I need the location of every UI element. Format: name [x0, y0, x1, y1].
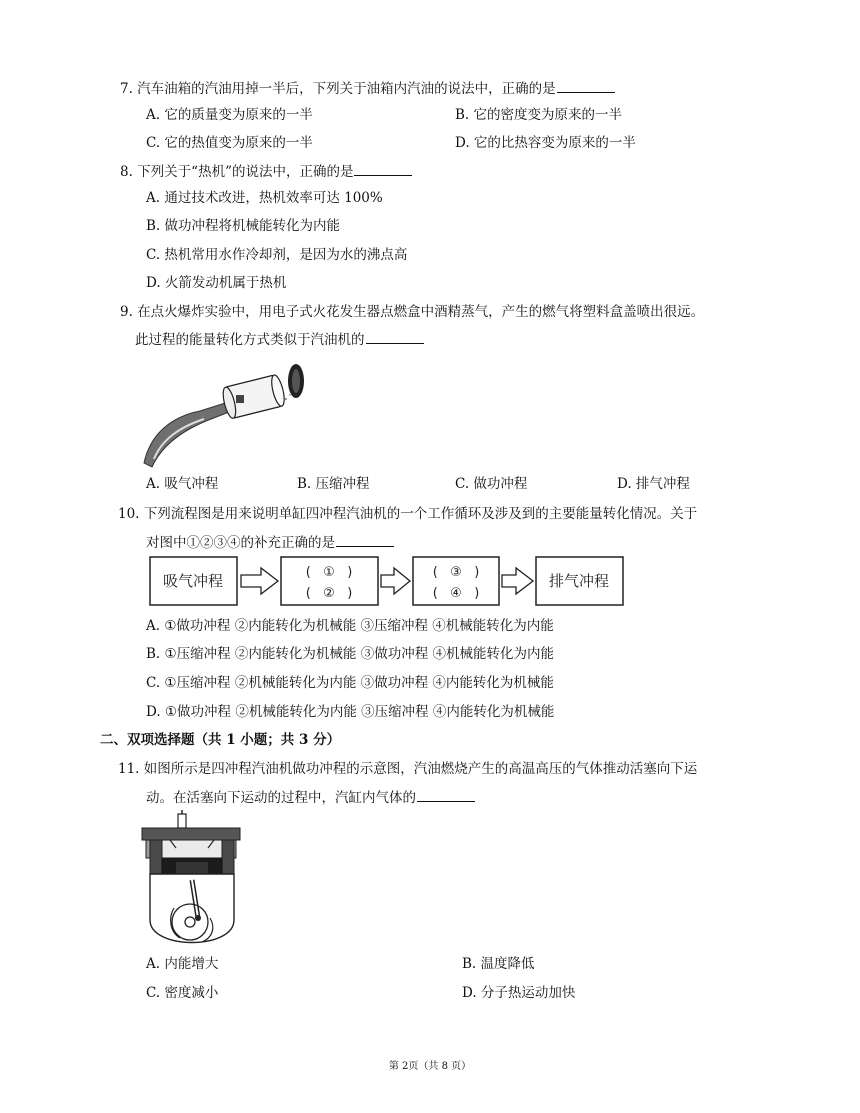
answer-blank [557, 79, 615, 93]
q7-option-b: B. 它的密度变为原来的一半 [455, 107, 623, 123]
section-heading: 二、双项选择题（共 1 小题；共 3 分） [100, 732, 341, 748]
q9-option-a: A. 吸气冲程 [146, 476, 219, 492]
q10-option-c: C. ①压缩冲程 ②机械能转化为内能 ③做功冲程 ④内能转化为机械能 [146, 675, 554, 691]
q11-stem-line2: 动。在活塞向下运动的过程中，汽缸内气体的 [146, 788, 475, 807]
q8-option-b: B. 做功冲程将机械能转化为内能 [146, 218, 341, 234]
flow-circle-4: ( ④ ) [432, 586, 480, 601]
q7-option-a: A. 它的质量变为原来的一半 [146, 107, 313, 123]
q11-option-d: D. 分子热运动加快 [462, 985, 576, 1001]
q9-option-c: C. 做功冲程 [455, 476, 528, 492]
page-footer: 第 2页（共 8 页） [388, 1061, 472, 1072]
q10-stem-line1: 10. 下列流程图是用来说明单缸四冲程汽油机的一个工作循环及涉及到的主要能量转化情况。关于 [118, 506, 698, 522]
q11-option-c: C. 密度减小 [146, 985, 219, 1001]
q11-stem-line1: 11. 如图所示是四冲程汽油机做功冲程的示意图，汽油燃烧产生的高温高压的气体推动活塞向下运 [118, 761, 698, 777]
q7-option-c: C. 它的热值变为原来的一半 [146, 135, 313, 151]
answer-blank [417, 788, 475, 802]
answer-blank [336, 533, 394, 547]
flow-circle-2: ( ② ) [305, 586, 353, 601]
answer-blank [354, 162, 412, 176]
flow-arrow-3 [502, 568, 533, 594]
q8-option-d: D. 火箭发动机属于热机 [146, 275, 287, 291]
q11-option-a: A. 内能增大 [146, 956, 219, 972]
q7-option-d: D. 它的比热容变为原来的一半 [455, 135, 636, 151]
q9-option-b: B. 压缩冲程 [297, 476, 370, 492]
flow-circle-3: ( ③ ) [432, 565, 480, 580]
four-stroke-flow-diagram [148, 554, 630, 610]
q8-stem: 8. 下列关于“热机”的说法中，正确的是 [120, 162, 412, 181]
q9-option-d: D. 排气冲程 [617, 476, 690, 492]
q9-stem-line2: 此过程的能量转化方式类似于汽油机的 [135, 330, 424, 349]
flow-arrow-2 [381, 568, 410, 594]
ignition-experiment-figure [140, 355, 320, 470]
q10-stem-line2: 对图中①②③④的补充正确的是 [146, 533, 394, 552]
q11-option-b: B. 温度降低 [462, 956, 535, 972]
flow-circle-1: ( ① ) [305, 565, 353, 580]
q8-option-c: C. 热机常用水作冷却剂，是因为水的沸点高 [146, 247, 408, 263]
answer-blank [366, 330, 424, 344]
flow-arrow-1 [241, 568, 278, 594]
q7-stem: 7. 汽车油箱的汽油用掉一半后，下列关于油箱内汽油的说法中，正确的是 [120, 79, 615, 98]
q9-stem-line1: 9. 在点火爆炸实验中，用电子式火花发生器点燃盒中酒精蒸气，产生的燃气将塑料盒盖喷出很远。 [120, 304, 705, 320]
engine-power-stroke-figure [140, 810, 245, 960]
flow-start-label: 吸气冲程 [162, 572, 224, 590]
q8-option-a: A. 通过技术改进，热机效率可达 100% [146, 190, 383, 206]
q10-option-b: B. ①压缩冲程 ②内能转化为机械能 ③做功冲程 ④机械能转化为内能 [146, 646, 554, 662]
q10-option-d: D. ①做功冲程 ②机械能转化为内能 ③压缩冲程 ④内能转化为机械能 [146, 704, 555, 720]
q10-option-a: A. ①做功冲程 ②内能转化为机械能 ③压缩冲程 ④机械能转化为内能 [146, 618, 554, 634]
flow-end-label: 排气冲程 [548, 572, 610, 590]
